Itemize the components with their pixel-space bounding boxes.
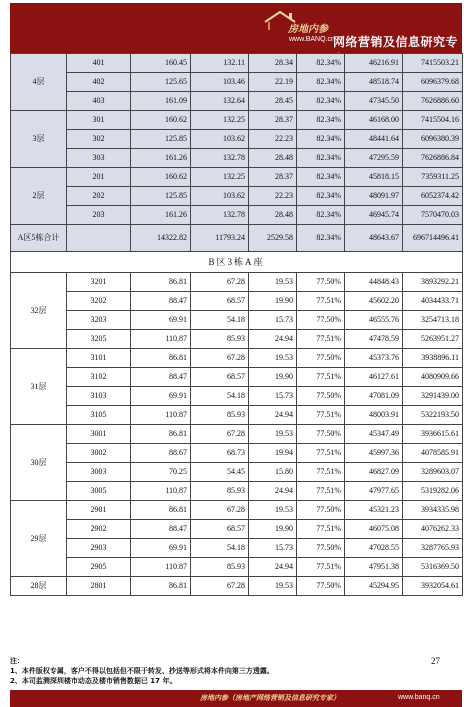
value-cell: 88.47	[131, 368, 191, 387]
value-cell: 77.51%	[297, 330, 345, 349]
table-row	[11, 330, 463, 349]
value-cell: 103.46	[191, 73, 249, 92]
value-cell: 15.73	[249, 387, 297, 406]
value-cell: 77.51%	[297, 368, 345, 387]
value-cell: 88.67	[131, 444, 191, 463]
table-row	[11, 558, 463, 577]
value-cell: 3938896.11	[403, 349, 463, 368]
table-row	[11, 92, 463, 111]
value-cell: 77.51%	[297, 482, 345, 501]
value-cell: 85.93	[191, 558, 249, 577]
value-cell: 47951.38	[345, 558, 403, 577]
table-row	[11, 149, 463, 168]
value-cell: 82.34%	[297, 73, 345, 92]
value-cell: 110.87	[131, 406, 191, 425]
value-cell: 161.26	[131, 206, 191, 225]
total-cell: 14322.82	[131, 225, 191, 252]
sales-table	[10, 53, 463, 596]
value-cell: 46075.08	[345, 520, 403, 539]
value-cell: 160.45	[131, 54, 191, 73]
value-cell: 110.87	[131, 558, 191, 577]
table-row	[11, 444, 463, 463]
value-cell: 132.25	[191, 111, 249, 130]
value-cell: 69.91	[131, 311, 191, 330]
section-row	[11, 252, 463, 273]
table-row	[11, 349, 463, 368]
value-cell: 82.34%	[297, 130, 345, 149]
total-row	[11, 225, 463, 252]
value-cell: 7415503.21	[403, 54, 463, 73]
value-cell: 110.87	[131, 330, 191, 349]
value-cell: 67.28	[191, 501, 249, 520]
table-row	[11, 425, 463, 444]
value-cell: 22.23	[249, 187, 297, 206]
value-cell: 45347.49	[345, 425, 403, 444]
value-cell: 82.34%	[297, 149, 345, 168]
unit-cell: 203	[67, 206, 131, 225]
value-cell: 5319282.06	[403, 482, 463, 501]
floor-cell: 30层	[11, 425, 67, 501]
value-cell: 3289603.07	[403, 463, 463, 482]
value-cell: 7359311.25	[403, 168, 463, 187]
value-cell: 46168.00	[345, 111, 403, 130]
value-cell: 15.80	[249, 463, 297, 482]
value-cell: 6096380.39	[403, 130, 463, 149]
unit-cell: 302	[67, 130, 131, 149]
floor-cell: 31层	[11, 349, 67, 425]
value-cell: 19.53	[249, 577, 297, 596]
floor-cell: 28层	[11, 577, 67, 596]
value-cell: 47345.50	[345, 92, 403, 111]
value-cell: 45373.76	[345, 349, 403, 368]
unit-cell: 3201	[67, 273, 131, 292]
value-cell: 3934335.98	[403, 501, 463, 520]
unit-cell: 2801	[67, 577, 131, 596]
unit-cell: 403	[67, 92, 131, 111]
value-cell: 3291439.00	[403, 387, 463, 406]
value-cell: 46945.74	[345, 206, 403, 225]
value-cell: 132.78	[191, 206, 249, 225]
floor-cell: 4层	[11, 54, 67, 111]
value-cell: 82.34%	[297, 206, 345, 225]
value-cell: 45321.23	[345, 501, 403, 520]
value-cell: 77.50%	[297, 577, 345, 596]
unit-cell: 202	[67, 187, 131, 206]
value-cell: 54.18	[191, 387, 249, 406]
table-row	[11, 73, 463, 92]
floor-cell: 29层	[11, 501, 67, 577]
unit-cell: 3005	[67, 482, 131, 501]
value-cell: 4076262.33	[403, 520, 463, 539]
value-cell: 85.93	[191, 482, 249, 501]
value-cell: 4034433.71	[403, 292, 463, 311]
value-cell: 103.62	[191, 130, 249, 149]
value-cell: 82.34%	[297, 111, 345, 130]
value-cell: 67.28	[191, 577, 249, 596]
value-cell: 7626886.84	[403, 149, 463, 168]
value-cell: 48441.64	[345, 130, 403, 149]
value-cell: 161.26	[131, 149, 191, 168]
unit-cell: 2905	[67, 558, 131, 577]
value-cell: 86.81	[131, 577, 191, 596]
value-cell: 46555.76	[345, 311, 403, 330]
logo-text: 房地内参	[288, 24, 328, 35]
value-cell: 132.25	[191, 168, 249, 187]
unit-cell: 303	[67, 149, 131, 168]
notes-line-2: 2、本司监测深圳楼市动态及楼市销售数据已 17 年。	[10, 677, 177, 685]
value-cell: 44848.43	[345, 273, 403, 292]
value-cell: 3893292.21	[403, 273, 463, 292]
value-cell: 125.85	[131, 187, 191, 206]
value-cell: 132.11	[191, 54, 249, 73]
header-url: www.BANQ.cn	[289, 36, 335, 43]
value-cell: 70.25	[131, 463, 191, 482]
value-cell: 77.51%	[297, 406, 345, 425]
header-title: 网络营销及信息研究专	[333, 35, 459, 49]
value-cell: 28.48	[249, 206, 297, 225]
table-row	[11, 577, 463, 596]
value-cell: 24.94	[249, 406, 297, 425]
value-cell: 86.81	[131, 349, 191, 368]
value-cell: 5263951.27	[403, 330, 463, 349]
total-cell: 696714496.41	[403, 225, 463, 252]
table-row	[11, 368, 463, 387]
total-cell: 82.34%	[297, 225, 345, 252]
value-cell: 77.51%	[297, 520, 345, 539]
table-row	[11, 463, 463, 482]
value-cell: 82.34%	[297, 54, 345, 73]
value-cell: 54.18	[191, 539, 249, 558]
value-cell: 7415504.16	[403, 111, 463, 130]
value-cell: 77.50%	[297, 273, 345, 292]
table-row	[11, 111, 463, 130]
value-cell: 45602.20	[345, 292, 403, 311]
unit-cell: 3102	[67, 368, 131, 387]
footer-url: www.banq.cn	[398, 694, 440, 701]
value-cell: 77.50%	[297, 501, 345, 520]
unit-cell: 3001	[67, 425, 131, 444]
value-cell: 5322193.50	[403, 406, 463, 425]
value-cell: 24.94	[249, 482, 297, 501]
table-body-a	[11, 54, 463, 225]
value-cell: 85.93	[191, 330, 249, 349]
header-banner	[10, 3, 462, 53]
value-cell: 46827.09	[345, 463, 403, 482]
value-cell: 6096379.68	[403, 73, 463, 92]
table-row	[11, 130, 463, 149]
table-row	[11, 273, 463, 292]
value-cell: 45294.95	[345, 577, 403, 596]
value-cell: 19.53	[249, 349, 297, 368]
total-cell: 2529.58	[249, 225, 297, 252]
unit-cell: 2901	[67, 501, 131, 520]
unit-cell: 3105	[67, 406, 131, 425]
table-row	[11, 206, 463, 225]
value-cell: 67.28	[191, 425, 249, 444]
table-row	[11, 168, 463, 187]
value-cell: 22.19	[249, 73, 297, 92]
value-cell: 4080909.66	[403, 368, 463, 387]
value-cell: 69.91	[131, 539, 191, 558]
unit-cell: 3203	[67, 311, 131, 330]
value-cell: 160.62	[131, 168, 191, 187]
unit-cell: 3202	[67, 292, 131, 311]
table-row	[11, 54, 463, 73]
value-cell: 86.81	[131, 425, 191, 444]
value-cell: 77.50%	[297, 539, 345, 558]
page-number: 27	[431, 656, 440, 666]
value-cell: 125.65	[131, 73, 191, 92]
value-cell: 77.51%	[297, 292, 345, 311]
value-cell: 110.87	[131, 482, 191, 501]
table-row	[11, 406, 463, 425]
notes-lines	[10, 656, 274, 686]
value-cell: 82.34%	[297, 187, 345, 206]
value-cell: 45818.15	[345, 168, 403, 187]
table-row	[11, 292, 463, 311]
value-cell: 4078585.91	[403, 444, 463, 463]
table-row	[11, 311, 463, 330]
value-cell: 77.51%	[297, 444, 345, 463]
value-cell: 46127.61	[345, 368, 403, 387]
value-cell: 19.90	[249, 292, 297, 311]
value-cell: 67.28	[191, 273, 249, 292]
value-cell: 68.57	[191, 520, 249, 539]
value-cell: 132.78	[191, 149, 249, 168]
value-cell: 77.50%	[297, 425, 345, 444]
value-cell: 48518.74	[345, 73, 403, 92]
value-cell: 22.23	[249, 130, 297, 149]
total-cell: 11793.24	[191, 225, 249, 252]
floor-cell: 32层	[11, 273, 67, 349]
total-cell: 48643.67	[345, 225, 403, 252]
value-cell: 47081.09	[345, 387, 403, 406]
notes-label: 注：	[10, 657, 24, 665]
unit-cell: 3003	[67, 463, 131, 482]
value-cell: 68.57	[191, 368, 249, 387]
value-cell: 3287765.93	[403, 539, 463, 558]
value-cell: 160.62	[131, 111, 191, 130]
footer-text: 房地内参（房地产网络营销及信息研究专家）	[200, 693, 340, 702]
sales-table-container	[10, 53, 462, 596]
value-cell: 3932054.61	[403, 577, 463, 596]
value-cell: 19.90	[249, 520, 297, 539]
value-cell: 3936615.61	[403, 425, 463, 444]
unit-cell: 402	[67, 73, 131, 92]
value-cell: 54.45	[191, 463, 249, 482]
value-cell: 103.62	[191, 187, 249, 206]
value-cell: 88.47	[131, 292, 191, 311]
unit-cell: 3101	[67, 349, 131, 368]
value-cell: 3254713.18	[403, 311, 463, 330]
unit-cell: 201	[67, 168, 131, 187]
table-row	[11, 501, 463, 520]
value-cell: 15.73	[249, 311, 297, 330]
value-cell: 19.94	[249, 444, 297, 463]
unit-cell: 3002	[67, 444, 131, 463]
value-cell: 48091.97	[345, 187, 403, 206]
value-cell: 19.90	[249, 368, 297, 387]
value-cell: 48003.91	[345, 406, 403, 425]
value-cell: 15.73	[249, 539, 297, 558]
table-row	[11, 539, 463, 558]
value-cell: 19.53	[249, 273, 297, 292]
unit-cell: 3103	[67, 387, 131, 406]
value-cell: 47478.59	[345, 330, 403, 349]
value-cell: 67.28	[191, 349, 249, 368]
unit-cell: 401	[67, 54, 131, 73]
value-cell: 28.37	[249, 168, 297, 187]
floor-cell: 3层	[11, 111, 67, 168]
table-row	[11, 482, 463, 501]
value-cell: 45997.36	[345, 444, 403, 463]
value-cell: 69.91	[131, 387, 191, 406]
value-cell: 47028.55	[345, 539, 403, 558]
value-cell: 86.81	[131, 501, 191, 520]
value-cell: 19.53	[249, 501, 297, 520]
value-cell: 24.94	[249, 558, 297, 577]
footer-banner	[10, 690, 462, 707]
value-cell: 77.50%	[297, 349, 345, 368]
value-cell: 77.51%	[297, 463, 345, 482]
value-cell: 68.73	[191, 444, 249, 463]
value-cell: 47295.59	[345, 149, 403, 168]
value-cell: 28.34	[249, 54, 297, 73]
value-cell: 77.50%	[297, 311, 345, 330]
value-cell: 132.64	[191, 92, 249, 111]
value-cell: 125.85	[131, 130, 191, 149]
value-cell: 7570470.03	[403, 206, 463, 225]
unit-cell: 301	[67, 111, 131, 130]
unit-cell: 2902	[67, 520, 131, 539]
floor-cell: 2层	[11, 168, 67, 225]
value-cell: 85.93	[191, 406, 249, 425]
value-cell: 7626886.60	[403, 92, 463, 111]
value-cell: 28.48	[249, 149, 297, 168]
value-cell: 77.50%	[297, 387, 345, 406]
value-cell: 19.53	[249, 425, 297, 444]
unit-cell: 2903	[67, 539, 131, 558]
value-cell: 77.51%	[297, 558, 345, 577]
value-cell: 82.34%	[297, 168, 345, 187]
value-cell: 46216.91	[345, 54, 403, 73]
value-cell: 24.94	[249, 330, 297, 349]
total-label: A区5栋合计	[11, 225, 67, 252]
value-cell: 28.45	[249, 92, 297, 111]
value-cell: 5316369.50	[403, 558, 463, 577]
total-unit	[67, 225, 131, 252]
section-title: B区3栋A座	[11, 252, 463, 273]
value-cell: 86.81	[131, 273, 191, 292]
value-cell: 47977.65	[345, 482, 403, 501]
value-cell: 68.57	[191, 292, 249, 311]
table-row	[11, 187, 463, 206]
notes-line-1: 1、本件版权专属，客户不得以包括但不限于转发、抄送等形式将本件向第三方透露。	[10, 667, 274, 675]
value-cell: 88.47	[131, 520, 191, 539]
value-cell: 82.34%	[297, 92, 345, 111]
unit-cell: 3205	[67, 330, 131, 349]
table-total	[11, 225, 463, 273]
value-cell: 6052374.42	[403, 187, 463, 206]
value-cell: 161.09	[131, 92, 191, 111]
value-cell: 28.37	[249, 111, 297, 130]
value-cell: 54.18	[191, 311, 249, 330]
table-row	[11, 387, 463, 406]
table-row	[11, 520, 463, 539]
table-body-b	[11, 273, 463, 596]
